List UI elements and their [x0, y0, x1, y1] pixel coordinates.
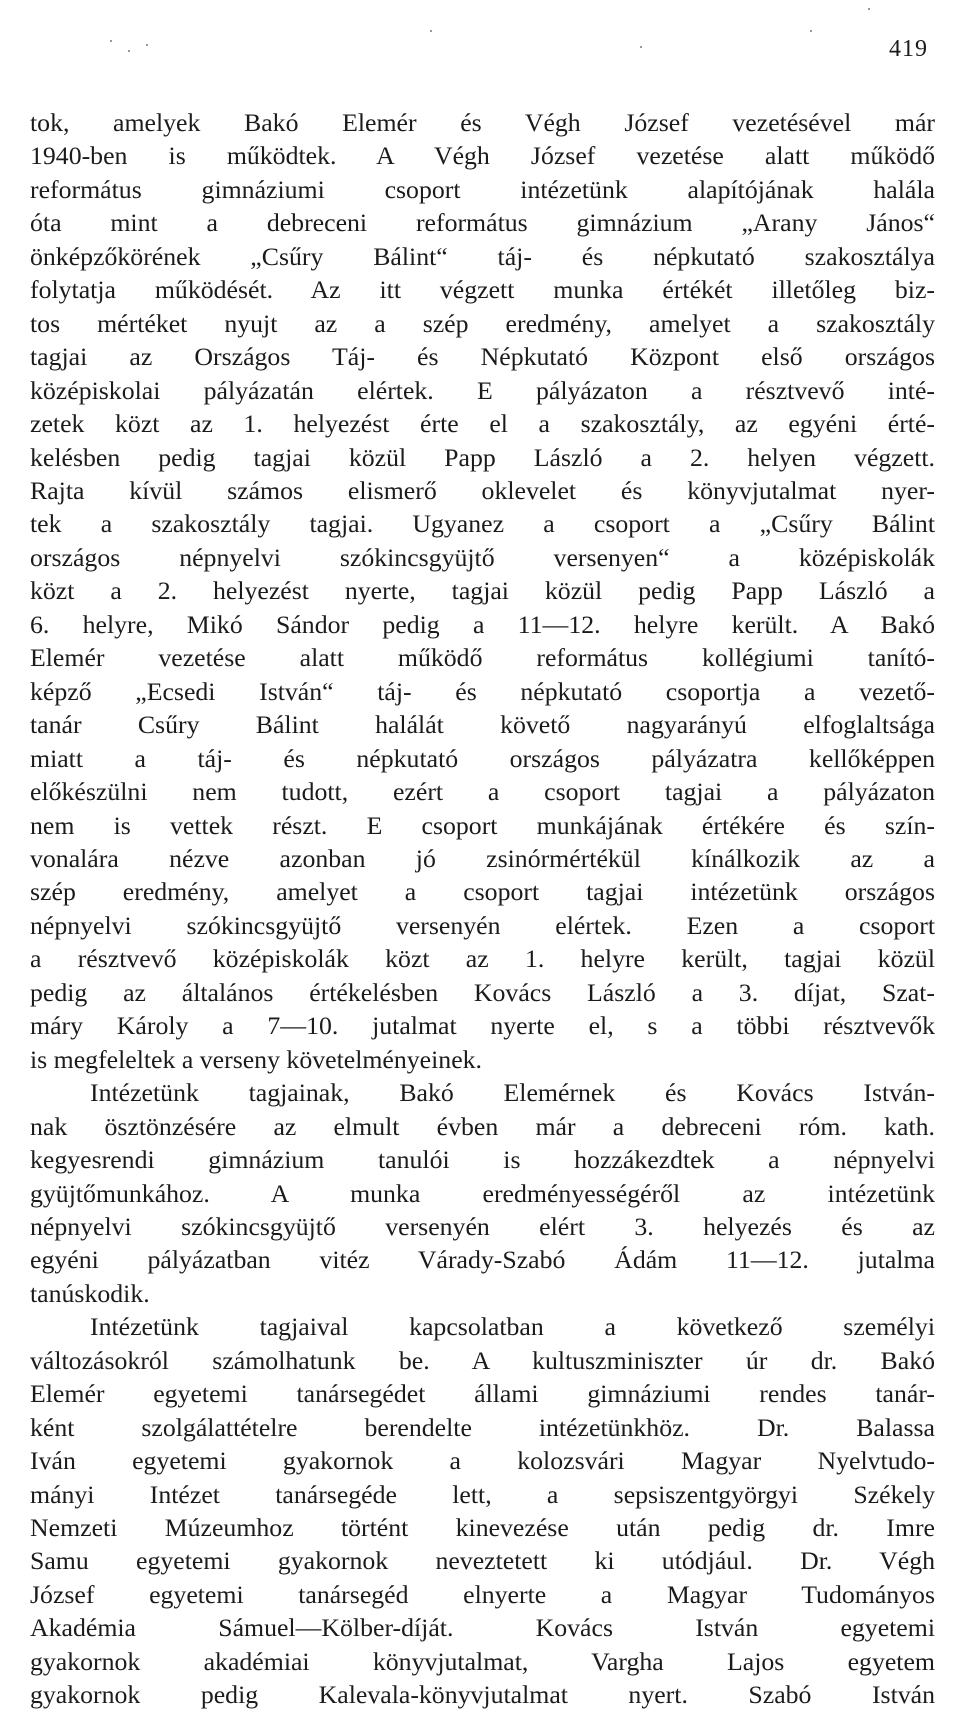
- text-line: miatt a táj- és népkutató országos pályázatra kellőképpen: [30, 743, 935, 773]
- text-line: országos népnyelvi szókincsgyüjtő versenyen“ a középiskolák: [30, 542, 935, 572]
- text-line: kelésben pedig tagjai közül Papp László a 2. helyen végzett.: [30, 442, 935, 472]
- scan-speck: [868, 8, 870, 10]
- text-line: egyéni pályázatban vitéz Várady-Szabó Ádám 11—12. jutalma: [30, 1245, 935, 1275]
- text-line: Elemér vezetése alatt működő református kollégiumi tanító-: [30, 643, 935, 673]
- body-text: [30, 106, 935, 1712]
- text-line: 1940-ben is működtek. A Végh József vezetése alatt működő: [30, 141, 935, 171]
- text-line: változásokról számolhatunk be. A kultuszminiszter úr dr. Bakó: [30, 1345, 935, 1375]
- text-line: Intézetünk tagjainak, Bakó Elemérnek és Kovács István-: [90, 1078, 935, 1108]
- text-line: tos mértéket nyujt az a szép eredmény, amelyet a szakosztály: [30, 308, 935, 338]
- scan-speck: [430, 30, 432, 32]
- text-line: Samu egyetemi gyakornok neveztetett ki utódjául. Dr. Végh: [30, 1546, 935, 1576]
- text-line: Nemzeti Múzeumhoz történt kinevezése után pedig dr. Imre: [30, 1513, 935, 1543]
- text-line: nak ösztönzésére az elmult évben már a debreceni róm. kath.: [30, 1111, 935, 1141]
- text-line: népnyelvi szókincsgyüjtő versenyén elértek. Ezen a csoport: [30, 910, 935, 940]
- text-line: képző „Ecsedi István“ táj- és népkutató csoportja a vezető-: [30, 676, 935, 706]
- page-number: 419: [889, 36, 928, 62]
- scan-speck: [146, 44, 148, 46]
- text-line: gyüjtőmunkához. A munka eredményességéről az intézetünk: [30, 1178, 935, 1208]
- text-line: népnyelvi szókincsgyüjtő versenyén elért 3. helyezés és az: [30, 1211, 935, 1241]
- text-line: kegyesrendi gimnázium tanulói is hozzákezdtek a népnyelvi: [30, 1145, 935, 1175]
- text-line: mányi Intézet tanársegéde lett, a sepsiszentgyörgyi Székely: [30, 1479, 935, 1509]
- text-line: tek a szakosztály tagjai. Ugyanez a csoport a „Csűry Bálint: [30, 509, 935, 539]
- text-line: tok, amelyek Bakó Elemér és Végh József vezetésével már: [30, 108, 935, 137]
- text-line: Akadémia Sámuel—Kölber-díját. Kovács István egyetemi: [30, 1613, 935, 1643]
- text-line: zetek közt az 1. helyezést érte el a szakosztály, az egyéni érté-: [30, 409, 935, 439]
- text-line: református gimnáziumi csoport intézetünk alapítójának halála: [30, 174, 935, 204]
- scan-speck: [640, 46, 642, 48]
- scan-speck: [810, 30, 812, 32]
- text-line: is megfeleltek a verseny követelményeinek.: [30, 1044, 482, 1074]
- text-line: középiskolai pályázatán elértek. E pályázaton a résztvevő inté-: [30, 375, 935, 405]
- text-line: tanúskodik.: [30, 1278, 150, 1308]
- text-line: tanár Csűry Bálint halálát követő nagyarányú elfoglaltsága: [30, 710, 935, 740]
- scan-speck: [110, 40, 112, 42]
- text-line: tagjai az Országos Táj- és Népkutató Központ első országos: [30, 342, 935, 372]
- text-line: Intézetünk tagjaival kapcsolatban a következő személyi: [90, 1312, 935, 1342]
- text-line: előkészülni nem tudott, ezért a csoport tagjai a pályázaton: [30, 777, 935, 807]
- text-line: 6. helyre, Mikó Sándor pedig a 11—12. helyre került. A Bakó: [30, 609, 935, 639]
- text-line: Iván egyetemi gyakornok a kolozsvári Magyar Nyelvtudo-: [30, 1446, 935, 1476]
- text-line: Elemér egyetemi tanársegédet állami gimnáziumi rendes tanár-: [30, 1379, 935, 1409]
- text-line: pedig az általános értékelésben Kovács László a 3. díjat, Szat-: [30, 977, 935, 1007]
- text-line: a résztvevő középiskolák közt az 1. helyre került, tagjai közül: [30, 944, 935, 974]
- text-line: vonalára nézve azonban jó zsinórmértékül kínálkozik az a: [30, 843, 935, 873]
- text-line: közt a 2. helyezést nyerte, tagjai közül pedig Papp László a: [30, 576, 935, 606]
- text-line: óta mint a debreceni református gimnázium „Arany János“: [30, 208, 935, 238]
- text-line: Rajta kívül számos elismerő oklevelet és könyvjutalmat nyer-: [30, 475, 935, 505]
- scan-speck: [128, 50, 130, 52]
- text-line: nem is vettek részt. E csoport munkájának értékére és szín-: [30, 810, 935, 840]
- text-line: folytatja működését. Az itt végzett munka értékét illetőleg biz-: [30, 275, 935, 305]
- text-line: gyakornok pedig Kalevala-könyvjutalmat nyert. Szabó István: [30, 1680, 935, 1710]
- text-line: József egyetemi tanársegéd elnyerte a Magyar Tudományos: [30, 1579, 935, 1609]
- text-line: gyakornok akadémiai könyvjutalmat, Vargha Lajos egyetem: [30, 1646, 935, 1676]
- text-line: ként szolgálattételre berendelte intézetünkhöz. Dr. Balassa: [30, 1412, 935, 1442]
- text-line: máry Károly a 7—10. jutalmat nyerte el, s a többi résztvevők: [30, 1011, 935, 1041]
- text-line: szép eredmény, amelyet a csoport tagjai intézetünk országos: [30, 877, 935, 907]
- text-line: önképzőkörének „Csűry Bálint“ táj- és népkutató szakosztálya: [30, 241, 935, 271]
